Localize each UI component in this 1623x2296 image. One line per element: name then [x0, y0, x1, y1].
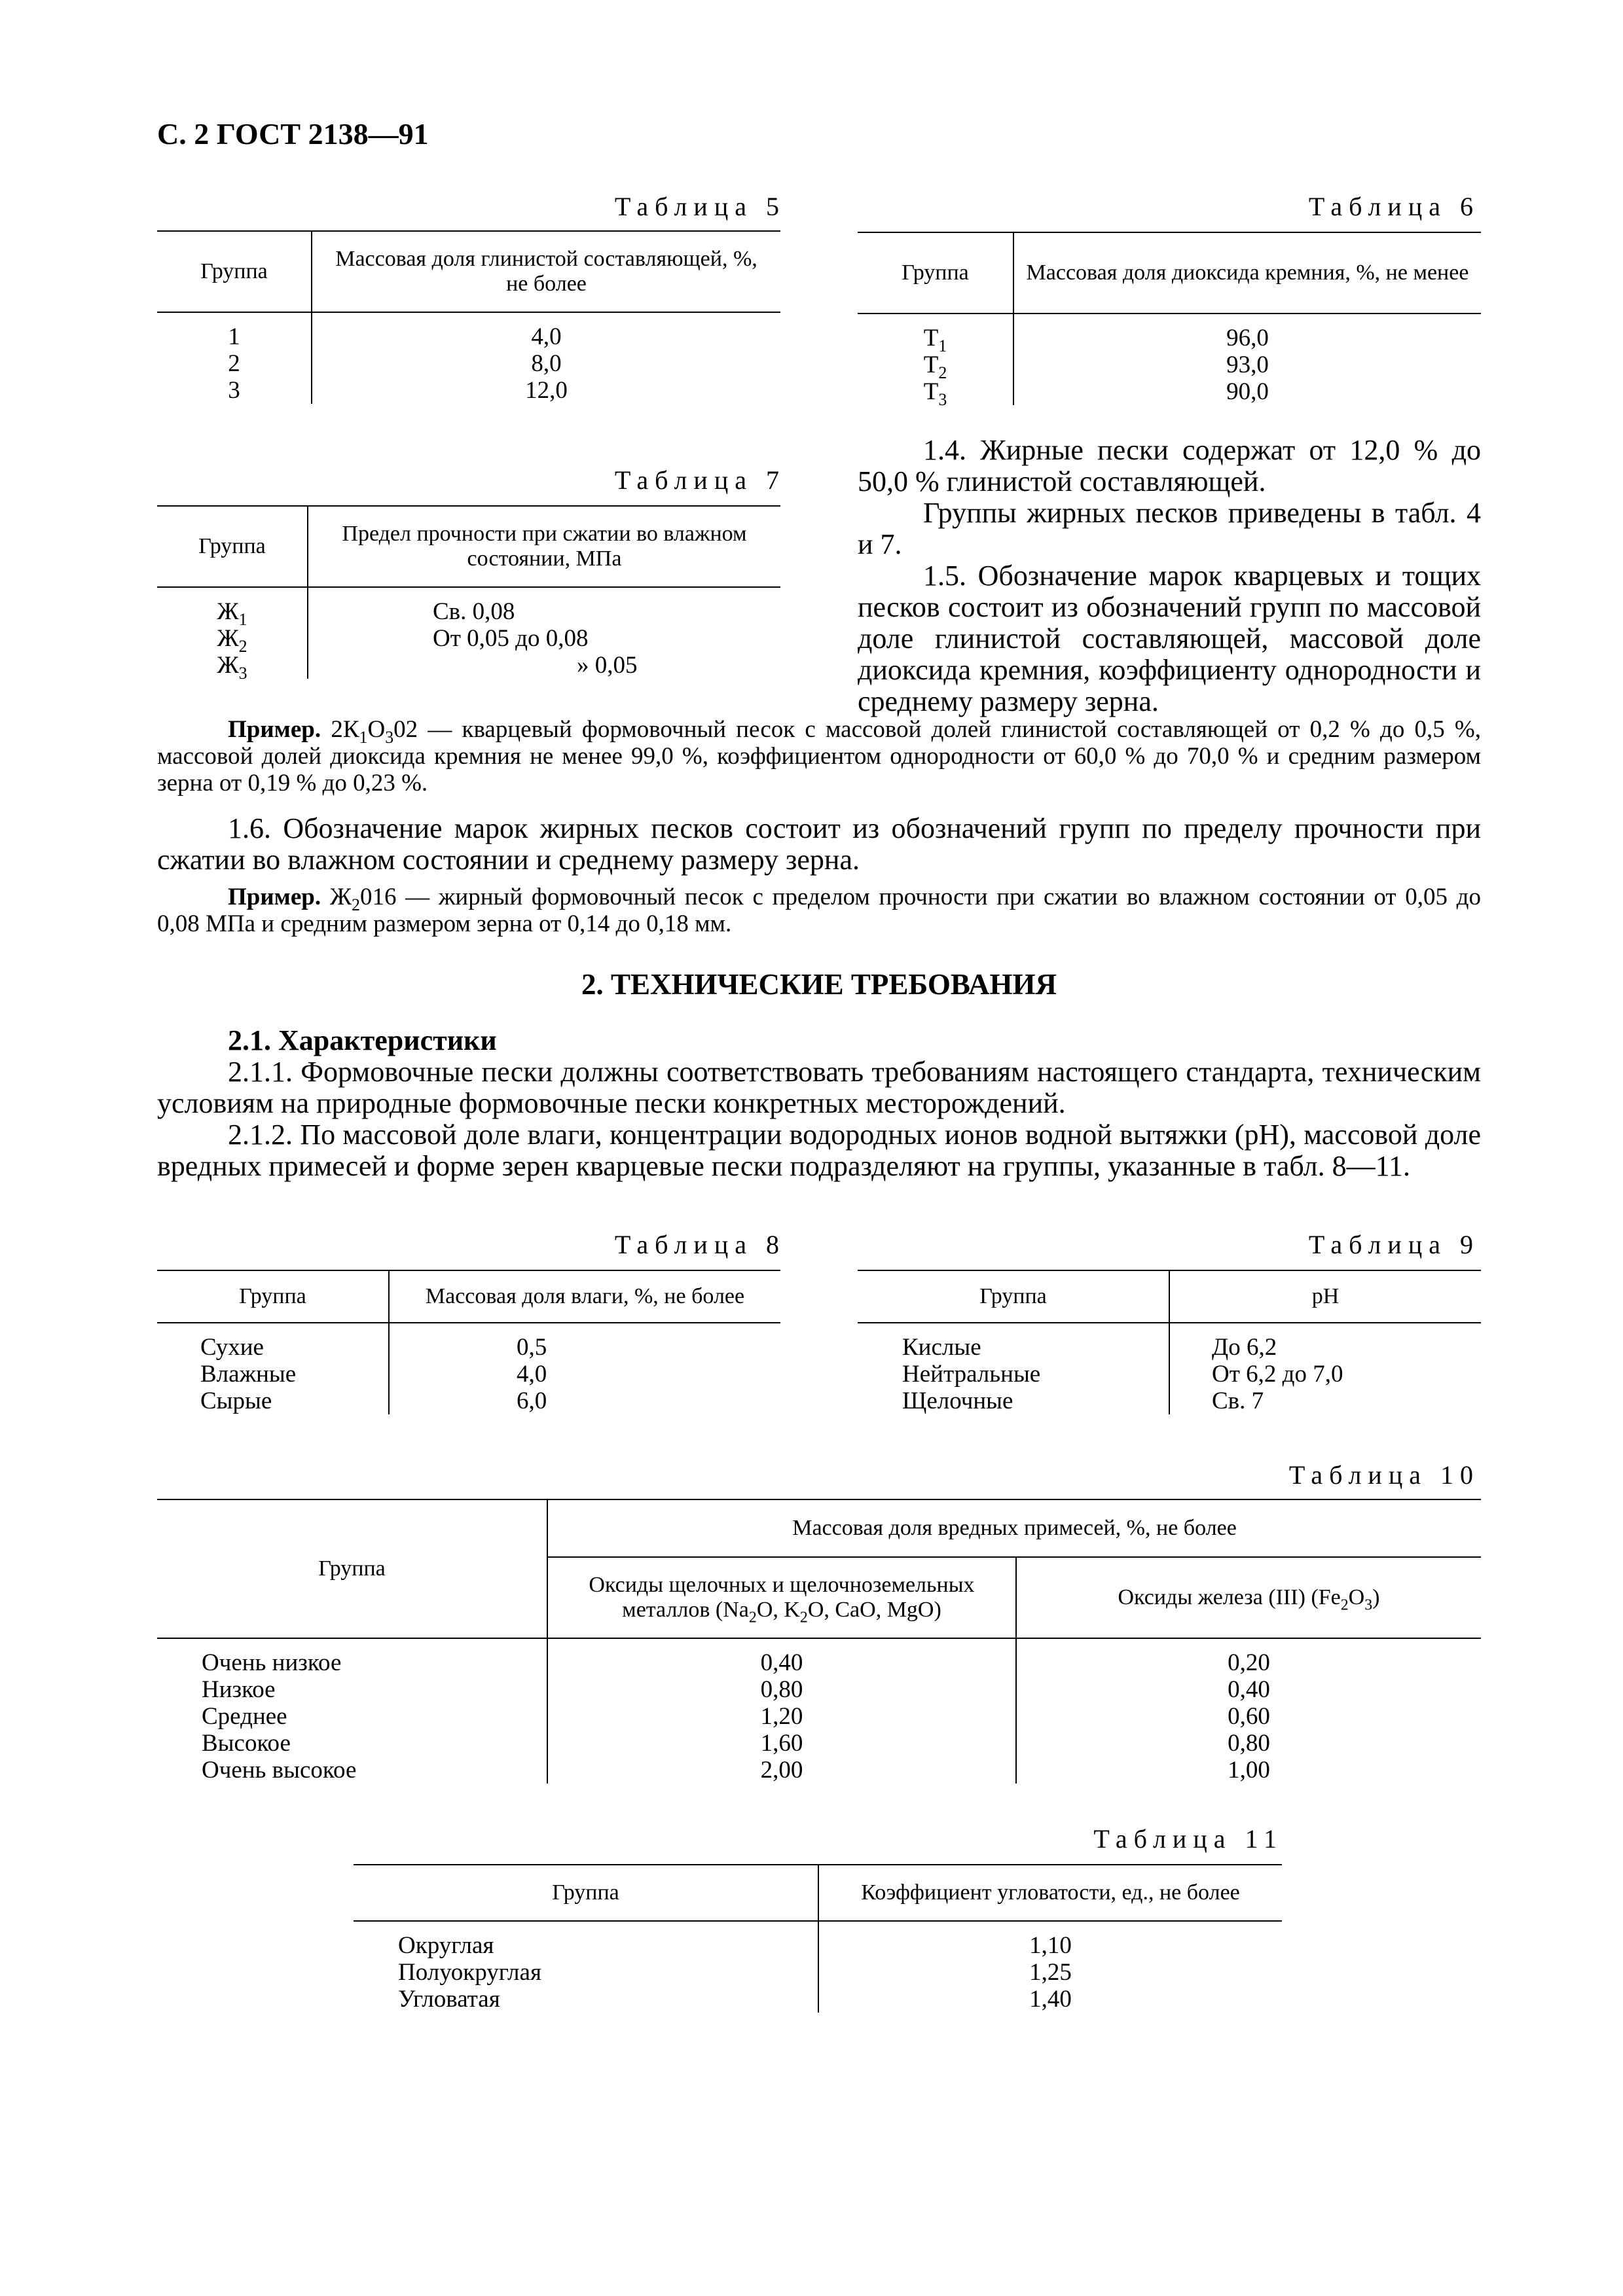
table9-group: Кислые: [902, 1334, 981, 1361]
table8-value: 0,5: [389, 1323, 780, 1361]
table10-group: Высокое: [202, 1730, 291, 1757]
para-1-6: 1.6. Обозначение марок жирных песков состоит из обозначений групп по пределу прочности при сжатии во влажном состоянии и среднему размеру зерна.: [157, 812, 1481, 876]
table6-value: 96,0: [1013, 314, 1481, 351]
table11-value: 1,40: [818, 1986, 1282, 2013]
table5-col-value: Массовая доля глинистой составляющей, %, не более: [312, 231, 780, 312]
table7-col-group: Группа: [157, 506, 308, 587]
section-2-body: [157, 1025, 1481, 1182]
example-1: Пример. $2К_1О_302$ — кварцевый формовочный песок с массовой долей глинистой составляющей от 0,2 % до 0,5 %, массовой долей диоксида кремния не менее 99,0 %, коэффициентом однородности от 60,0 % до 70,0 % и средним размером зерна от 0,19 % до 0,23 %.: [157, 716, 1482, 797]
table8-col-group: Группа: [157, 1270, 389, 1323]
table6-group: $Т_3$: [923, 378, 947, 410]
page-header: С. 2 ГОСТ 2138—91: [157, 117, 429, 151]
subsection-2-1: 2.1. Характеристики: [228, 1024, 497, 1056]
table6-group: $Т_2$: [923, 351, 947, 383]
table10-col-group: Группа: [157, 1499, 547, 1638]
table6-col-group: Группа: [858, 232, 1013, 314]
table8-col-value: Массовая доля влаги, %, не более: [389, 1270, 780, 1323]
table5-value: 8,0: [312, 350, 780, 377]
table10-value-iron: 0,80: [1016, 1730, 1481, 1757]
table11-caption: Таблица 11: [1093, 1824, 1283, 1854]
table10-value-alkali: 1,20: [547, 1703, 1016, 1730]
section-2-title: 2. ТЕХНИЧЕСКИЕ ТРЕБОВАНИЯ: [581, 968, 1057, 1001]
table9-value: Св. 7: [1169, 1388, 1481, 1414]
table6-value: 93,0: [1013, 351, 1481, 378]
table10-value-alkali: 0,80: [547, 1676, 1016, 1703]
table7-group: $Ж_3$: [217, 652, 247, 683]
para-2-1-1: 2.1.1. Формовочные пески должны соответствовать требованиям настоящего стандарта, техническим условиям на природные формовочные пески конкретных месторождений.: [157, 1056, 1481, 1119]
table9: [858, 1270, 1481, 1414]
para-2-1-2: 2.1.2. По массовой доле влаги, концентрации водородных ионов водной вытяжки (рН), массовой доле вредных примесей и форме зерен кварцевые пески подразделяют на группы, указанные в табл. 8—11.: [157, 1119, 1481, 1182]
table11-group: Полуокруглая: [398, 1959, 541, 1986]
table6-caption: Таблица 6: [1308, 192, 1480, 221]
table6-group: $Т_1$: [923, 325, 947, 356]
table8-group: Сырые: [200, 1388, 272, 1414]
table7-value: От 0,05 до 0,08: [308, 625, 780, 652]
table10-group: Среднее: [202, 1703, 287, 1730]
table5-caption: Таблица 5: [614, 192, 786, 221]
table8-value: 6,0: [389, 1388, 780, 1414]
table10-group: Низкое: [202, 1676, 276, 1703]
table10-group: Очень высокое: [202, 1757, 357, 1784]
table5-value: 4,0: [312, 312, 780, 350]
table10-value-iron: 0,20: [1016, 1638, 1481, 1676]
table10-group: Очень низкое: [202, 1649, 342, 1676]
table11-col-group: Группа: [354, 1865, 818, 1921]
table9-caption: Таблица 9: [1308, 1230, 1480, 1259]
table7-value: » 0,05: [308, 652, 780, 679]
table5-group: 3: [228, 377, 240, 404]
table5-group: 2: [228, 350, 240, 377]
table5-group: 1: [228, 323, 240, 350]
table8-caption: Таблица 8: [614, 1230, 786, 1259]
table10-value-iron: 0,60: [1016, 1703, 1481, 1730]
table10-col-main: Массовая доля вредных примесей, %, не более: [547, 1499, 1481, 1557]
table9-group: Щелочные: [902, 1388, 1013, 1414]
table5: [157, 230, 780, 404]
table9-col-value: рН: [1169, 1270, 1481, 1323]
table8-group: Сухие: [200, 1334, 264, 1361]
table8-group: Влажные: [200, 1361, 297, 1388]
table7-caption: Таблица 7: [614, 465, 786, 495]
table11-col-value: Коэффициент угловатости, ед., не более: [818, 1865, 1282, 1921]
table11-value: 1,25: [818, 1959, 1282, 1986]
table6-value: 90,0: [1013, 378, 1481, 405]
table10-value-alkali: 2,00: [547, 1757, 1016, 1784]
table7-group: $Ж_2$: [217, 625, 247, 656]
table8: [157, 1270, 780, 1414]
para-1-4: 1.4. Жирные пески содержат от 12,0 % до 50,0 % глинистой составляющей. Группы жирных песков приведены в табл. 4 и 7. 1.5. Обозначение марок кварцевых и тощих песков состоит из обозначений групп по массовой доле глинистой составляющей, массовой доле диоксида кремния, коэффициенту однородности и среднему размеру зерна.: [858, 434, 1481, 717]
table11: [354, 1864, 1282, 2013]
example-2: Пример. $Ж_2016$ — жирный формовочный песок с пределом прочности при сжатии во влажном состоянии от 0,05 до 0,08 МПа и средним размером зерна от 0,14 до 0,18 мм.: [157, 884, 1482, 937]
table11-group: Угловатая: [398, 1986, 500, 2013]
table5-value: 12,0: [312, 377, 780, 404]
table7-value: Св. 0,08: [308, 587, 780, 625]
table10-value-iron: 0,40: [1016, 1676, 1481, 1703]
table10-value-iron: 1,00: [1016, 1757, 1481, 1784]
table10-caption: Таблица 10: [1288, 1460, 1480, 1490]
table5-col-group: Группа: [157, 231, 312, 312]
table9-value: От 6,2 до 7,0: [1169, 1361, 1481, 1388]
table7-group: $Ж_1$: [217, 598, 247, 630]
table6: [858, 232, 1481, 410]
table7: [157, 505, 780, 683]
table9-col-group: Группа: [858, 1270, 1169, 1323]
para-1-5: 1.5. Обозначение марок кварцевых и тощих песков состоит из обозначений групп по массовой доле глинистой составляющей, массовой доле диоксида кремния, коэффициенту однородности и среднему размеру зерна.: [858, 560, 1481, 717]
table9-group: Нейтральные: [902, 1361, 1041, 1388]
table11-value: 1,10: [818, 1921, 1282, 1959]
table11-group: Округлая: [398, 1932, 494, 1959]
table6-col-value: Массовая доля диоксида кремния, %, не менее: [1013, 232, 1481, 314]
table10-value-alkali: 0,40: [547, 1638, 1016, 1676]
table7-col-value: Предел прочности при сжатии во влажном состоянии, МПа: [308, 506, 780, 587]
table10-col-iron: Оксиды железа (III) $(Fe_2O_3)$: [1016, 1557, 1481, 1638]
table8-value: 4,0: [389, 1361, 780, 1388]
table9-value: До 6,2: [1169, 1323, 1481, 1361]
table10-col-alkali: Оксиды щелочных и щелочноземельных металлов ($Na_2O$, $K_2O$, CaO, MgO): [547, 1557, 1016, 1638]
table10-value-alkali: 1,60: [547, 1730, 1016, 1757]
table10: [157, 1499, 1481, 1784]
